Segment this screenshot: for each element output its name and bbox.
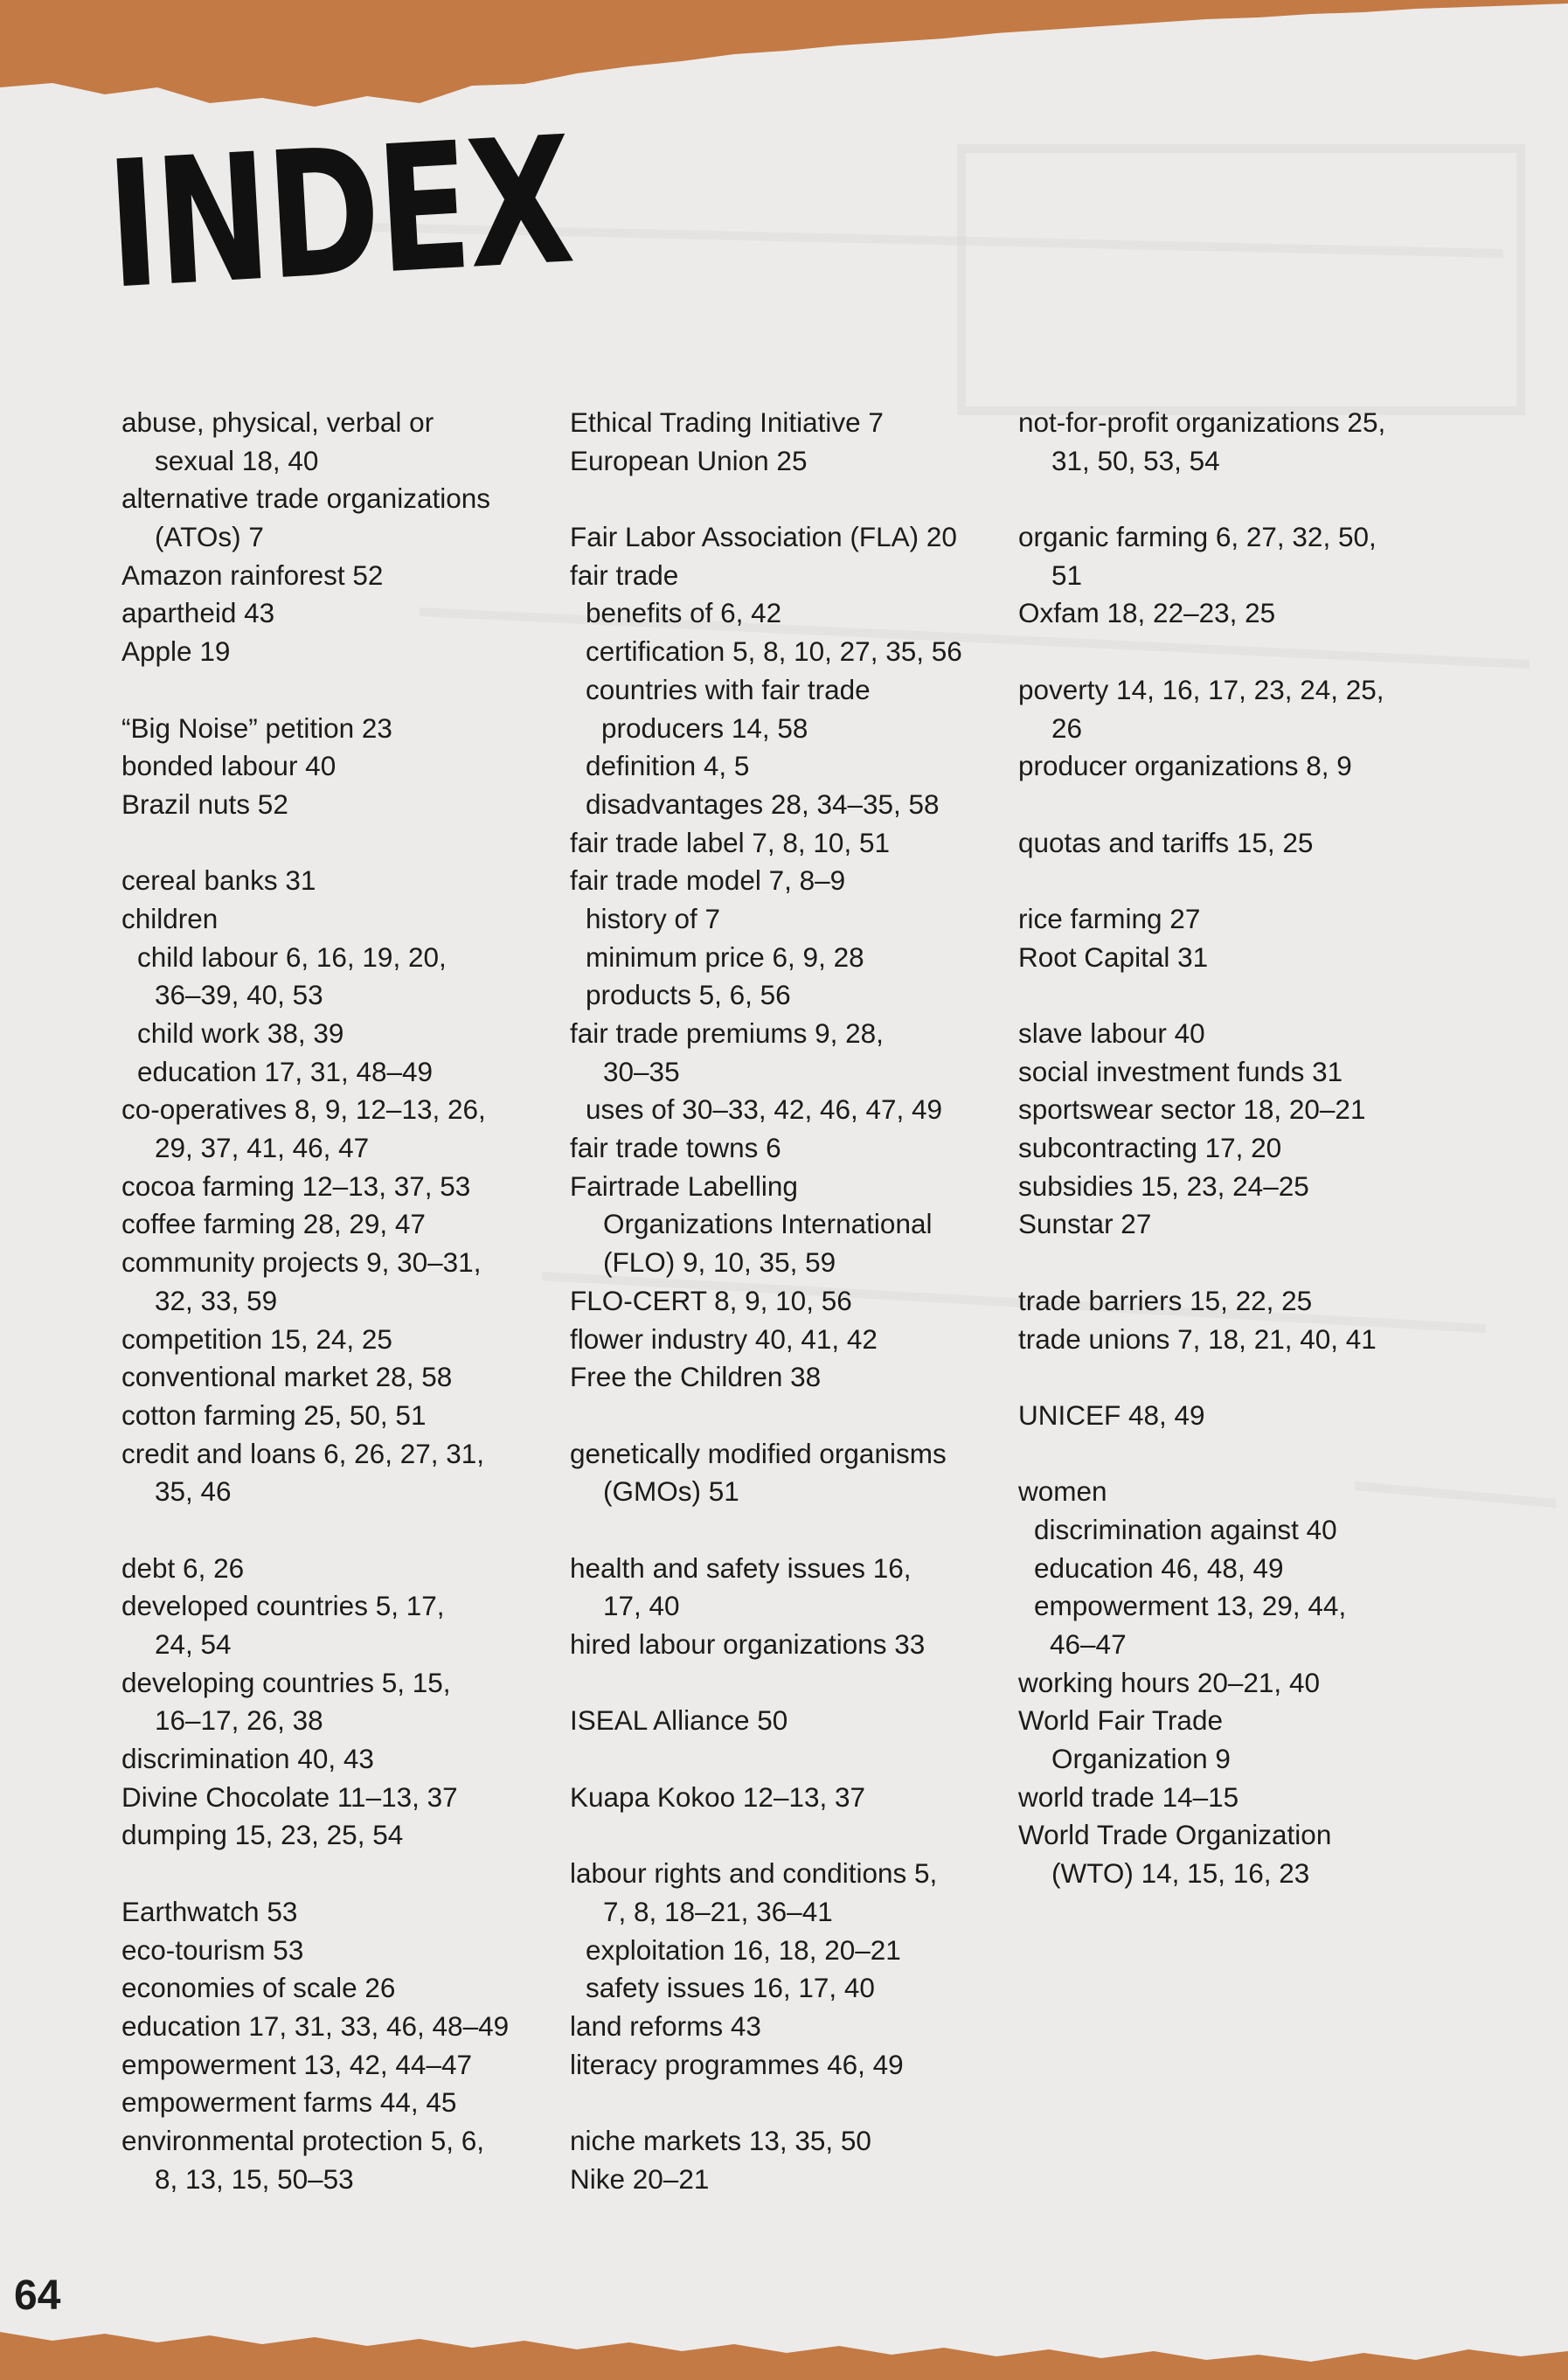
index-entry: “Big Noise” petition 23	[121, 711, 392, 744]
index-entry: Divine Chocolate 11–13, 37	[121, 1780, 458, 1813]
index-entry: World Trade Organization	[1018, 1819, 1332, 1851]
index-entry-continuation: 36–39, 40, 53	[155, 979, 323, 1011]
index-entry: co-operatives 8, 9, 12–13, 26,	[121, 1093, 486, 1126]
index-entry: cocoa farming 12–13, 37, 53	[121, 1169, 471, 1202]
letter-group-gap	[570, 1511, 989, 1550]
index-entry: fair trade towns 6	[570, 1132, 781, 1164]
index-entry-continuation: 30–35	[603, 1055, 680, 1087]
index-entry-continuation: (ATOs) 7	[155, 521, 264, 553]
index-entry: empowerment farms 44, 45	[121, 2086, 457, 2119]
index-entry: poverty 14, 16, 17, 23, 24, 25,	[1018, 673, 1384, 705]
index-entry: genetically modified organisms	[570, 1437, 947, 1469]
index-entry-continuation: 35, 46	[155, 1475, 232, 1508]
index-entry: ISEAL Alliance 50	[570, 1704, 788, 1737]
index-entry: fair trade premiums 9, 28,	[570, 1017, 884, 1049]
index-entry: Kuapa Kokoo 12–13, 37	[570, 1780, 866, 1813]
letter-group-gap	[1018, 480, 1438, 518]
index-entry: land reforms 43	[570, 2009, 761, 2042]
index-entry: European Union 25	[570, 444, 808, 476]
index-entry: social investment funds 31	[1018, 1055, 1343, 1087]
letter-group-gap	[570, 1816, 989, 1855]
letter-group-gap	[570, 480, 989, 518]
index-subentry: discrimination against 40	[1034, 1513, 1337, 1545]
index-subentry: products 5, 6, 56	[586, 979, 791, 1011]
index-subentry: benefits of 6, 42	[586, 597, 782, 629]
page-title: INDEX	[102, 99, 576, 329]
index-entry: not-for-profit organizations 25,	[1018, 406, 1386, 438]
index-entry: discrimination 40, 43	[121, 1743, 374, 1775]
index-entry: Sunstar 27	[1018, 1208, 1152, 1240]
index-subentry: safety issues 16, 17, 40	[586, 1972, 875, 2004]
index-entry: subcontracting 17, 20	[1018, 1132, 1282, 1164]
index-entry-continuation: sexual 18, 40	[155, 444, 319, 476]
index-subentry: child labour 6, 16, 19, 20,	[137, 940, 447, 973]
index-entry: world trade 14–15	[1018, 1780, 1239, 1813]
index-entry-continuation: 7, 8, 18–21, 36–41	[603, 1895, 833, 1927]
index-entry-continuation: 17, 40	[603, 1590, 680, 1622]
index-entry: empowerment 13, 42, 44–47	[121, 2048, 473, 2080]
index-entry: women	[1018, 1475, 1107, 1508]
index-entry: Free the Children 38	[570, 1361, 822, 1393]
index-subentry: uses of 30–33, 42, 46, 47, 49	[586, 1093, 943, 1126]
index-subentry: certification 5, 8, 10, 27, 35, 56	[586, 635, 962, 668]
index-entry: conventional market 28, 58	[121, 1361, 453, 1393]
index-entry: Root Capital 31	[1018, 940, 1209, 973]
index-subentry: education 17, 31, 48–49	[137, 1055, 434, 1087]
index-entry: labour rights and conditions 5,	[570, 1857, 938, 1890]
index-entry: bonded labour 40	[121, 750, 336, 782]
index-entry: World Fair Trade	[1018, 1704, 1223, 1737]
index-entry: subsidies 15, 23, 24–25	[1018, 1169, 1309, 1202]
letter-group-gap	[121, 671, 541, 710]
index-entry: competition 15, 24, 25	[121, 1322, 392, 1355]
index-entry: flower industry 40, 41, 42	[570, 1322, 878, 1355]
index-entry: producer organizations 8, 9	[1018, 750, 1352, 782]
index-entry: fair trade label 7, 8, 10, 51	[570, 826, 890, 858]
index-entry: dumping 15, 23, 25, 54	[121, 1819, 404, 1851]
index-entry: abuse, physical, verbal or	[121, 406, 434, 438]
index-entry: cotton farming 25, 50, 51	[121, 1398, 427, 1431]
index-entry: sportswear sector 18, 20–21	[1018, 1093, 1366, 1126]
page-number: 64	[14, 2272, 61, 2319]
letter-group-gap	[570, 2084, 989, 2122]
letter-group-gap	[1018, 633, 1438, 671]
index-subentry: history of 7	[586, 902, 721, 934]
letter-group-gap	[1018, 1435, 1438, 1474]
index-column-3	[1018, 404, 1438, 1893]
index-entry: Earthwatch 53	[121, 1895, 298, 1927]
index-subentry: minimum price 6, 9, 28	[586, 940, 864, 973]
index-entry: debt 6, 26	[121, 1551, 245, 1584]
index-subentry-continuation: producers 14, 58	[601, 711, 808, 744]
index-entry: children	[121, 902, 219, 934]
index-entry: economies of scale 26	[121, 1972, 396, 2004]
index-subentry: empowerment 13, 29, 44,	[1034, 1590, 1347, 1622]
index-entry: fair trade	[570, 559, 679, 591]
index-entry: trade barriers 15, 22, 25	[1018, 1284, 1313, 1316]
index-entry: cereal banks 31	[121, 864, 316, 897]
index-entry-continuation: 24, 54	[155, 1628, 232, 1660]
letter-group-gap	[570, 1740, 989, 1779]
index-entry: education 17, 31, 33, 46, 48–49	[121, 2009, 510, 2042]
index-entry: fair trade model 7, 8–9	[570, 864, 846, 897]
index-subentry: disadvantages 28, 34–35, 58	[586, 788, 940, 820]
index-entry-continuation: Organizations International	[603, 1208, 933, 1240]
index-entry: quotas and tariffs 15, 25	[1018, 826, 1314, 858]
index-entry: health and safety issues 16,	[570, 1551, 912, 1584]
index-entry: hired labour organizations 33	[570, 1628, 926, 1660]
index-entry-continuation: 31, 50, 53, 54	[1051, 444, 1220, 476]
letter-group-gap	[1018, 976, 1438, 1015]
index-subentry: exploitation 16, 18, 20–21	[586, 1933, 901, 1966]
letter-group-gap	[1018, 1244, 1438, 1282]
letter-group-gap	[1018, 1358, 1438, 1397]
index-subentry: definition 4, 5	[586, 750, 750, 782]
letter-group-gap	[121, 1855, 541, 1893]
index-entry: alternative trade organizations	[121, 482, 491, 515]
index-entry: organic farming 6, 27, 32, 50,	[1018, 521, 1377, 553]
index-entry-continuation: (GMOs) 51	[603, 1475, 739, 1508]
index-subentry: child work 38, 39	[137, 1017, 344, 1049]
index-entry: developing countries 5, 15,	[121, 1666, 451, 1698]
index-entry: rice farming 27	[1018, 902, 1201, 934]
index-entry-continuation: 16–17, 26, 38	[155, 1704, 323, 1737]
index-entry: Oxfam 18, 22–23, 25	[1018, 597, 1276, 629]
index-entry: Fairtrade Labelling	[570, 1169, 798, 1202]
index-entry: coffee farming 28, 29, 47	[121, 1208, 426, 1240]
index-entry: Nike 20–21	[570, 2162, 710, 2195]
index-entry-continuation: 51	[1051, 559, 1083, 591]
letter-group-gap	[121, 1511, 541, 1550]
index-column-1	[121, 404, 541, 2198]
index-entry: credit and loans 6, 26, 27, 31,	[121, 1437, 485, 1469]
index-entry-continuation: 8, 13, 15, 50–53	[155, 2162, 354, 2195]
index-subentry-continuation: 46–47	[1050, 1628, 1127, 1660]
letter-group-gap	[1018, 862, 1438, 900]
index-entry-continuation: 32, 33, 59	[155, 1284, 278, 1316]
index-subentry: education 46, 48, 49	[1034, 1551, 1284, 1584]
index-entry: apartheid 43	[121, 597, 275, 629]
index-entry: niche markets 13, 35, 50	[570, 2124, 871, 2156]
index-entry: Apple 19	[121, 635, 231, 668]
index-entry-continuation: (FLO) 9, 10, 35, 59	[603, 1246, 836, 1279]
index-entry: Fair Labor Association (FLA) 20	[570, 521, 957, 553]
index-entry: UNICEF 48, 49	[1018, 1398, 1205, 1431]
index-entry: slave labour 40	[1018, 1017, 1205, 1049]
index-entry: eco-tourism 53	[121, 1933, 304, 1966]
index-entry: Brazil nuts 52	[121, 788, 288, 820]
letter-group-gap	[1018, 786, 1438, 824]
index-entry: working hours 20–21, 40	[1018, 1666, 1320, 1698]
index-entry: developed countries 5, 17,	[121, 1590, 445, 1622]
index-entry: Amazon rainforest 52	[121, 559, 384, 591]
letter-group-gap	[121, 824, 541, 863]
index-entry: Ethical Trading Initiative 7	[570, 406, 884, 438]
index-subentry: countries with fair trade	[586, 673, 871, 705]
index-entry: trade unions 7, 18, 21, 40, 41	[1018, 1322, 1377, 1355]
index-entry-continuation: 26	[1051, 711, 1083, 744]
index-entry: environmental protection 5, 6,	[121, 2124, 484, 2156]
index-entry: community projects 9, 30–31,	[121, 1246, 482, 1279]
index-entry-continuation: Organization 9	[1051, 1743, 1231, 1775]
index-entry-continuation: 29, 37, 41, 46, 47	[155, 1132, 370, 1164]
index-column-2	[570, 404, 989, 2198]
letter-group-gap	[570, 1664, 989, 1703]
index-entry: literacy programmes 46, 49	[570, 2048, 904, 2080]
index-entry-continuation: (WTO) 14, 15, 16, 23	[1051, 1857, 1310, 1890]
index-entry: FLO-CERT 8, 9, 10, 56	[570, 1284, 852, 1316]
letter-group-gap	[570, 1397, 989, 1435]
